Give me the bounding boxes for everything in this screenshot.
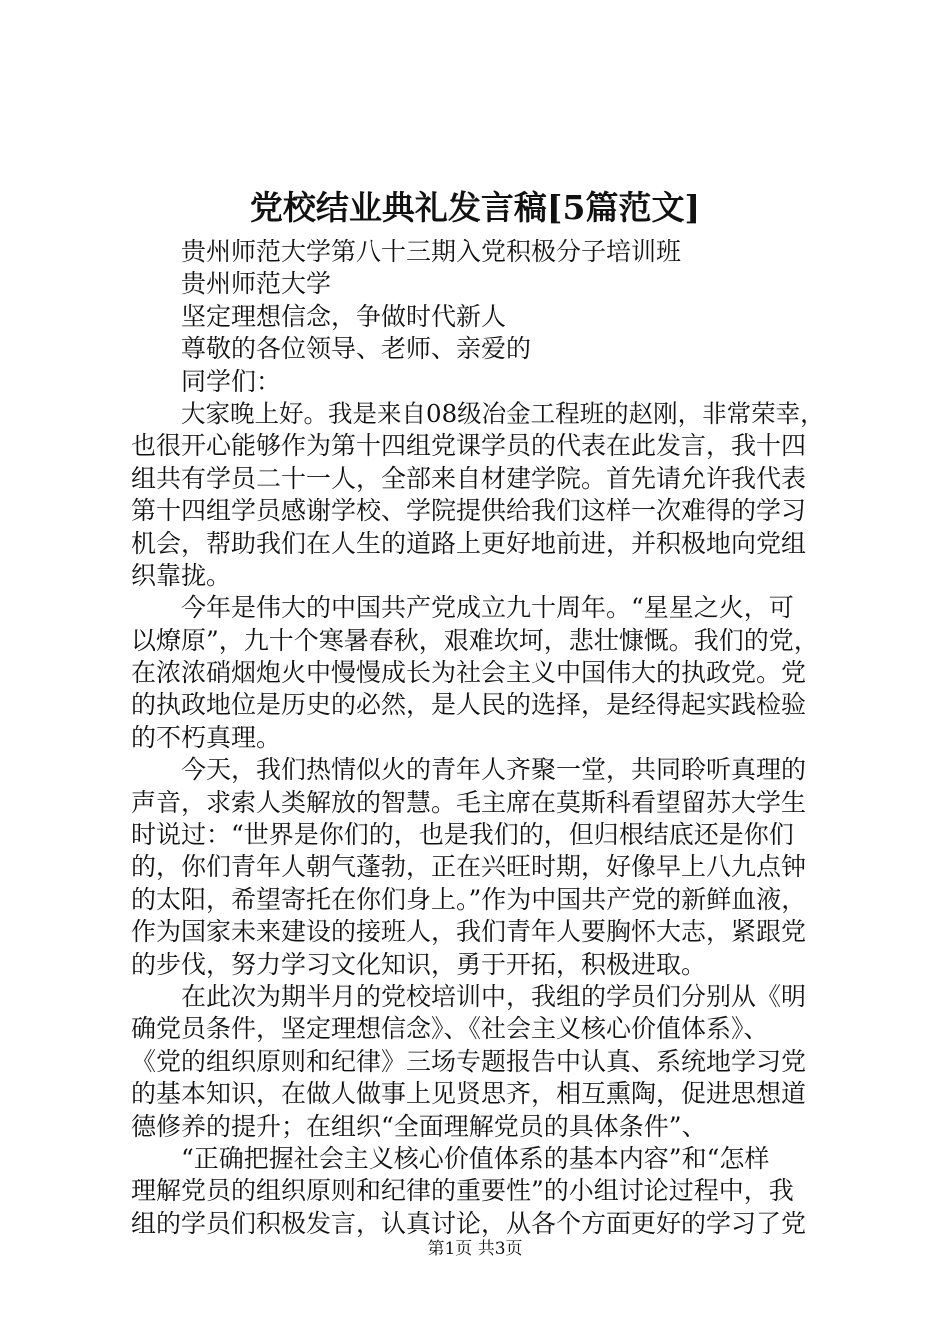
paragraph-line: 组共有学员二十一人，全部来自材建学院。首先请允许我代表 bbox=[131, 463, 807, 493]
paragraph-line: 大家晚上好。我是来自08级冶金工程班的赵刚，非常荣幸， bbox=[181, 398, 825, 428]
paragraph-1 bbox=[131, 398, 829, 592]
paragraph-line: 《党的组织原则和纪律》三场专题报告中认真、系统地学习党 bbox=[131, 1046, 807, 1076]
paragraph-line: 的执政地位是历史的必然，是人民的选择，是经得起实践检验 bbox=[131, 690, 807, 720]
paragraph-line: 的，你们青年人朝气蓬勃，正在兴旺时期，好像早上八九点钟 bbox=[131, 852, 807, 882]
header-line: 贵州师范大学 bbox=[181, 269, 332, 299]
paragraph-3 bbox=[131, 754, 829, 981]
paragraph-line: 的步伐，努力学习文化知识，勇于开拓，积极进取。 bbox=[131, 949, 707, 979]
paragraph-4 bbox=[131, 981, 829, 1143]
paragraph-line: 的不朽真理。 bbox=[131, 722, 282, 752]
paragraph-line: 也很开心能够作为第十四组党课学员的代表在此发言，我十四 bbox=[131, 431, 807, 461]
paragraph-line: 在浓浓硝烟炮火中慢慢成长为社会主义中国伟大的执政党。党 bbox=[131, 658, 807, 688]
paragraph-line: 理解党员的组织原则和纪律的重要性”的小组讨论过程中，我 bbox=[131, 1176, 794, 1206]
header-line: 尊敬的各位领导、老师、亲爱的 bbox=[181, 334, 532, 364]
paragraph-line: 确党员条件，坚定理想信念》、《社会主义核心价值体系》、 bbox=[131, 1014, 769, 1044]
paragraph-5 bbox=[131, 1143, 829, 1240]
paragraph-line: 声音，求索人类解放的智慧。毛主席在莫斯科看望留苏大学生 bbox=[131, 787, 807, 817]
paragraph-2 bbox=[131, 592, 829, 754]
paragraph-line: 时说过：“世界是你们的，也是我们的，但归根结底还是你们 bbox=[131, 820, 794, 850]
paragraph-line: “正确把握社会主义核心价值体系的基本内容”和“怎样 bbox=[181, 1143, 770, 1173]
paragraph-line: 的太阳，希望寄托在你们身上。”作为中国共产党的新鲜血液， bbox=[131, 884, 807, 914]
paragraph-line: 以燎原”，九十个寒暑春秋，艰难坎坷，悲壮慷慨。我们的党， bbox=[131, 625, 819, 655]
paragraph-line: 组的学员们积极发言，认真讨论，从各个方面更好的学习了党 bbox=[131, 1208, 807, 1238]
header-line: 同学们： bbox=[181, 366, 282, 396]
paragraph-line: 在此次为期半月的党校培训中，我组的学员们分别从《明 bbox=[181, 981, 807, 1011]
document-body bbox=[131, 236, 829, 1240]
header-line: 坚定理想信念，争做时代新人 bbox=[181, 301, 507, 331]
paragraph-line: 德修养的提升；在组织“全面理解党员的具体条件”、 bbox=[131, 1111, 707, 1141]
document-title: 党校结业典礼发言稿[5篇范文] bbox=[249, 188, 701, 227]
paragraph-line: 今年是伟大的中国共产党成立九十周年。“星星之火，可 bbox=[181, 593, 794, 623]
paragraph-line: 机会，帮助我们在人生的道路上更好地前进，并积极地向党组 bbox=[131, 528, 807, 558]
paragraph-line: 今天，我们热情似火的青年人齐聚一堂，共同聆听真理的 bbox=[181, 755, 807, 785]
paragraph-line: 作为国家未来建设的接班人，我们青年人要胸怀大志，紧跟党 bbox=[131, 917, 807, 947]
page-number-footer: 第1页 共3页 bbox=[427, 1239, 523, 1259]
paragraph-line: 第十四组学员感谢学校、学院提供给我们这样一次难得的学习 bbox=[131, 496, 807, 526]
paragraph-line: 的基本知识，在做人做事上见贤思齐，相互熏陶，促进思想道 bbox=[131, 1079, 807, 1109]
header-line: 贵州师范大学第八十三期入党积极分子培训班 bbox=[181, 237, 682, 266]
paragraph-line: 织靠拢。 bbox=[131, 560, 232, 590]
